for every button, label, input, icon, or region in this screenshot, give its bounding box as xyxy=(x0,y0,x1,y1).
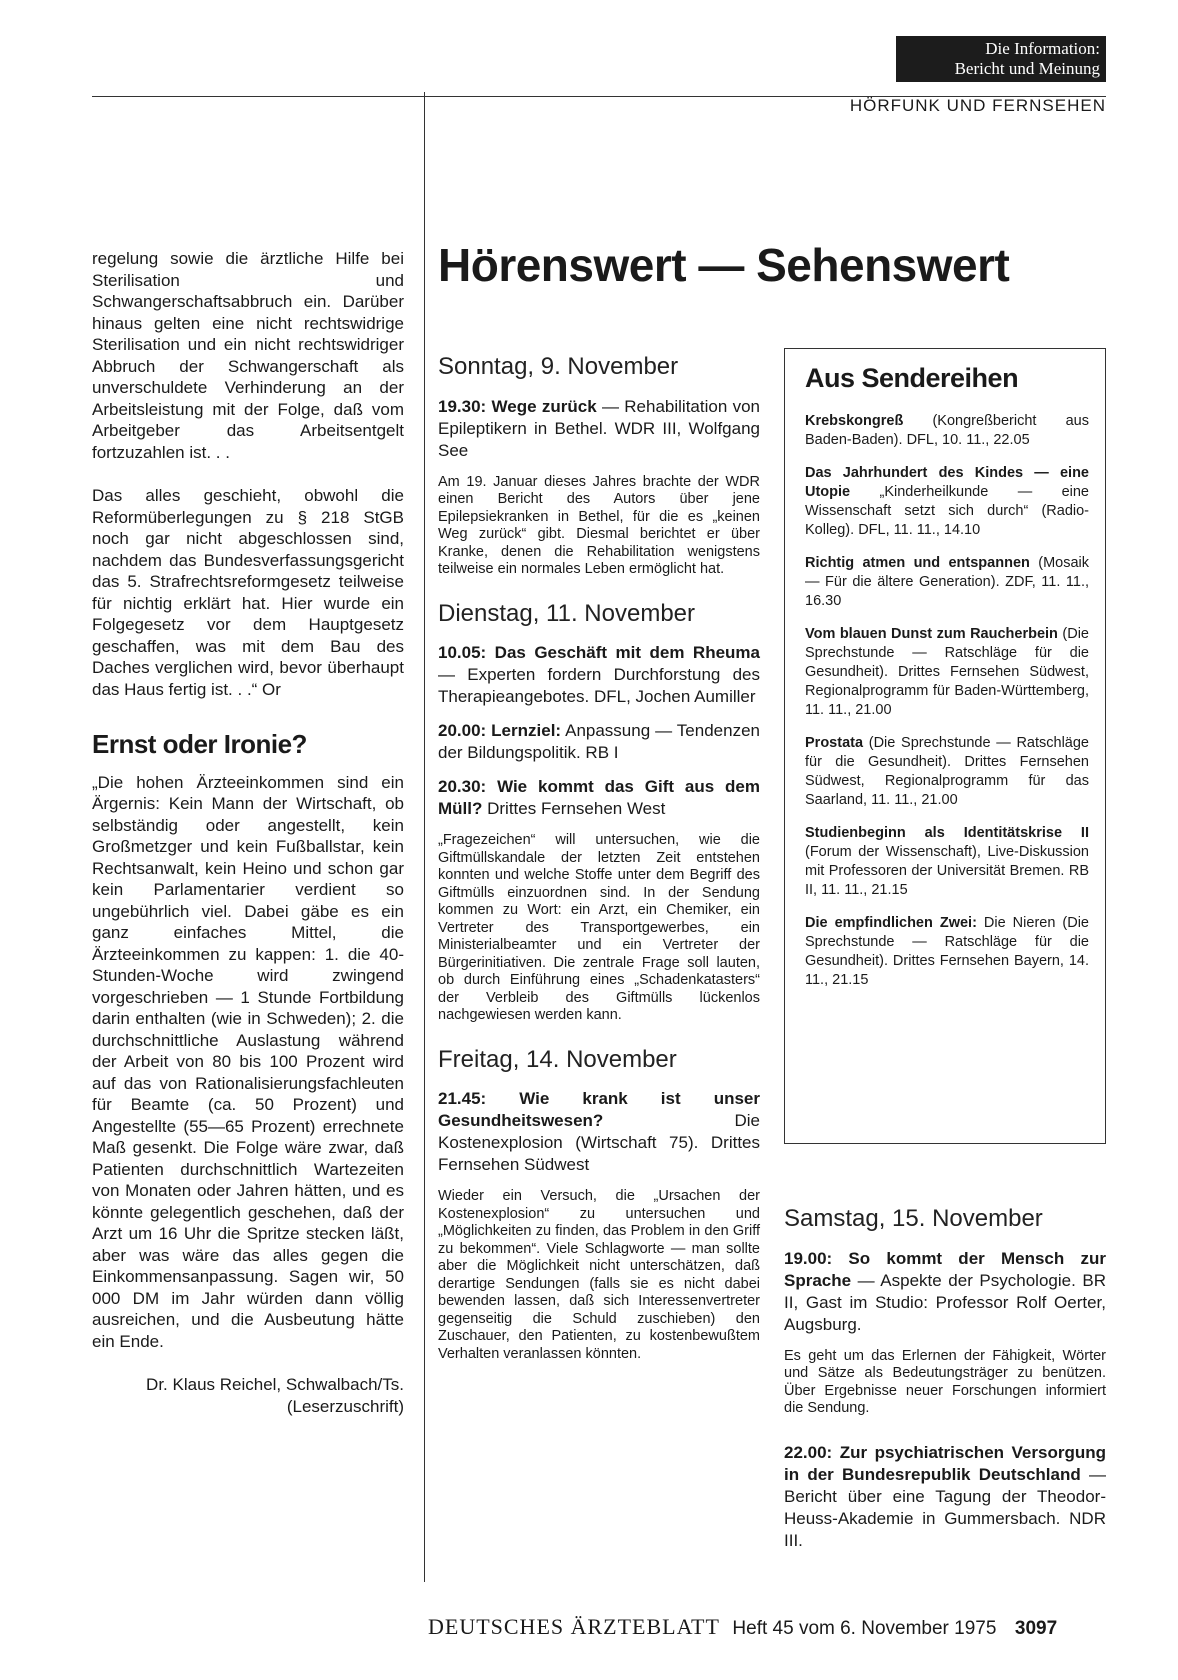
program-text: Drittes Fernsehen West xyxy=(482,799,666,818)
program-item xyxy=(784,1442,1106,1552)
entry-text: (Mosaik — Für die ältere Generation). ZDF, 11. 11., 16.30 xyxy=(805,555,1089,609)
program-text: — Rehabilitation von Epileptikern in Bethel. WDR III, Wolfgang See xyxy=(438,396,761,460)
series-entry xyxy=(805,412,1089,450)
program-item xyxy=(438,776,760,820)
series-entry xyxy=(805,625,1089,720)
article-heading: Ernst oder Ironie? xyxy=(92,729,307,759)
entry-title: Vom blauen Dunst zum Raucherbein xyxy=(805,626,1058,642)
page-number: 3097 xyxy=(1014,1618,1058,1639)
program-description: „Fragezeichen“ will untersuchen, wie die Giftmüllskandale der letzten Zeit entstehen konnten und welche Stoffe unter dem Begriff des Giftmülls einzuordnen sind. In der Sendung kommen zu Wort: ein Arzt, ein Chemiker, ein Vertreter des Transportgewerbes, ein Ministerialbeamter und ein Vertreter der Bürgerinitiativen. Die zentrale Frage soll lauten, ob durch Einführung eines „Schadenkatasters“ der Verbleib des Giftmülls lückenlos nachgewiesen werden kann. xyxy=(438,832,760,1023)
entry-title: Richtig atmen und entspannen xyxy=(805,555,1030,571)
program-title: 19.00: So kommt der Mensch zur Sprache xyxy=(784,1248,1106,1290)
entry-title: Prostata xyxy=(805,735,864,751)
program-item xyxy=(438,1088,760,1176)
entry-title: Die empfindlichen Zwei: xyxy=(805,915,977,931)
entry-title: Krebskongreß xyxy=(805,413,904,429)
letter-paragraph-2: Das alles geschieht, obwohl die Reformüberlegungen zu § 218 StGB noch gar nicht abgeschlossen sind, nachdem das Bundesverfassungsgericht das 5. Strafrechtsreformgesetz teilweise für nichtig erklärt hat. Hier wurde ein Folgegesetz vor dem Hauptgesetz geschaffen, was mit dem Bau des Daches verglichen wird, bevor überhaupt das Haus fertig ist. . .“ Or xyxy=(92,486,404,699)
series-entry xyxy=(805,914,1089,990)
program-text: Die Kostenexplosion (Wirtschaft 75). Drittes Fernsehen Südwest xyxy=(438,1111,760,1174)
column-divider xyxy=(424,92,425,1582)
entry-text: Die Nieren (Die Sprechstunde — Ratschläge für die Gesundheit). Drittes Fernsehen Bayern, 14. 11., 21.15 xyxy=(805,915,1089,988)
program-title: 21.45: Wie krank ist unser Gesundheitswesen? xyxy=(438,1089,760,1130)
letter-paragraph-3: „Die hohen Ärzteeinkommen sind ein Ärgernis: Kein Mann der Wirtschaft, ob selbständig oder angestellt, kein Großmetzger und kein Fußballstar, kein Rechtsanwalt, kein Heino und schon gar kein Parlamentarier verdient so ungebührlich viel. Dabei gäbe es ein ganz einfaches Mittel, die Ärzteeinkommen zu kappen: 1. die 40-Stunden-Woche wird zwingend vorgeschrieben — 1 Stunde Fortbildung darin enthalten (wie in Schweden); 2. die durchschnittliche Auslastung während der Arbeit von 80 bis 100 Prozent wird auf das von Rationalisierungsfachleuten für Beamte (ca. 50 Prozent) und Angestellte (55—65 Prozent) errechnete Maß gesenkt. Die Folge wäre zwar, daß Patienten durchschnittlich Wartezeiten von Monaten oder Jahren hätten, und es könnte gelegentlich geschehen, daß der Arzt um 16 Uhr die Spritze stecken läßt, aber was wäre das alles gegen die Einkommensanpassung. Sagen wir, 50 000 DM im Jahr würden dann völlig ausreichen, und die Ausbeutung hätte ein Ende. xyxy=(92,772,404,1351)
program-description: Es geht um das Erlernen der Fähigkeit, Wörter und Sätze als Bedeutungsträger zu benützen. Über Ergebnisse neuer Forschungen informiert die Sendung. xyxy=(784,1347,1106,1416)
program-title: 20.30: Wie kommt das Gift aus dem Müll? xyxy=(438,777,760,818)
program-item xyxy=(438,720,760,764)
issue-info: Heft 45 vom 6. November 1975 xyxy=(732,1618,997,1639)
day-heading-friday: Freitag, 14. November xyxy=(438,1045,677,1073)
program-item xyxy=(784,1248,1106,1336)
program-text: — Aspekte der Psychologie. BR II, Gast im Studio: Professor Rolf Oerter, Augsburg. xyxy=(784,1270,1106,1334)
day-heading-tuesday: Dienstag, 11. November xyxy=(438,599,696,627)
entry-text: (Die Sprechstunde — Ratschläge für die Gesundheit). Drittes Fernsehen Südwest, Regionalprogramm für das Saarland, 11. 11., 21.00 xyxy=(805,735,1089,808)
section-badge xyxy=(896,36,1106,82)
program-title: 19.30: Wege zurück xyxy=(438,396,597,416)
entry-text: (Die Sprechstunde — Ratschläge für die Gesundheit). Drittes Fernsehen Südwest, Regionalprogramm für Baden-Württemberg, 11. 11., 21.00 xyxy=(805,626,1089,718)
box-title: Aus Sendereihen xyxy=(805,363,1019,393)
signature-author: Dr. Klaus Reichel, Schwalbach/Ts. xyxy=(146,1375,404,1394)
series-entry xyxy=(805,824,1089,900)
page-footer xyxy=(428,1614,1108,1640)
badge-line-2: Bericht und Meinung xyxy=(954,59,1100,78)
badge-line-1: Die Information: xyxy=(985,39,1100,58)
day-heading-saturday: Samstag, 15. November xyxy=(784,1205,1043,1232)
program-title: 10.05: Das Geschäft mit dem Rheuma xyxy=(438,643,760,662)
signature-source: (Leserzuschrift) xyxy=(286,1396,404,1416)
left-column xyxy=(92,248,404,1417)
entry-text: (Kongreßbericht aus Baden-Baden). DFL, 10. 11., 22.05 xyxy=(805,413,1089,448)
entry-text: „Kinderheilkunde — eine Wissenschaft setzt sich durch“ (Radio-Kolleg). DFL, 11. 11., 14.10 xyxy=(805,484,1089,538)
program-description: Am 19. Januar dieses Jahres brachte der WDR einen Bericht des Autors über jene Epilepsiekranken in Bethel, für die es „keinen Weg zurück“ gibt. Diesmal berichtet er über Kranke, denen die Rehabilitation wenigstens teilweise ein normales Leben ermöglicht hat. xyxy=(438,473,760,577)
program-item xyxy=(438,642,760,708)
program-text: — Bericht über eine Tagung der Theodor-Heuss-Akademie in Gummersbach. NDR III. xyxy=(784,1464,1106,1550)
right-column xyxy=(784,1205,1106,1564)
page-title: Hörenswert — Sehenswert xyxy=(438,239,1010,291)
series-entry xyxy=(805,734,1089,810)
entry-title: Studienbeginn als Identitätskrise II xyxy=(805,825,1089,841)
entry-title: Das Jahrhundert des Kindes — eine Utopie xyxy=(805,465,1089,500)
program-description: Wieder ein Versuch, die „Ursachen der Kostenexplosion“ zu untersuchen und „Möglichkeiten zu finden, das Problem in den Griff zu bekommen“. Viele Schlagworte — man sollte aber die Möglichkeit nicht unterschätzen, daß derartige Sendungen (falls sie es nicht dabei bewenden lassen, daß sich Interessenvertreter gegenseitig die Schuld zuschieben) den Zuschauer, den Patienten, zu kostenbewußtem Verhalten veranlassen könnten. xyxy=(438,1188,760,1362)
day-heading-sunday: Sonntag, 9. November xyxy=(438,353,679,380)
entry-text: (Forum der Wissenschaft), Live-Diskussion mit Professoren der Universität Bremen. RB II, 11. 11., 21.15 xyxy=(805,844,1089,898)
program-text: Anpassung — Tendenzen der Bildungspolitik. RB I xyxy=(438,721,760,762)
middle-column xyxy=(438,353,761,1387)
program-item xyxy=(438,396,760,462)
letter-paragraph-1: regelung sowie die ärztliche Hilfe bei Sterilisation und Schwangerschaftsabbruch ein. Darüber hinaus gelten eine nicht rechtswidrige Sterilisation und ein nicht rechtswidriger Abbruch der Schwangerschaft als unverschuldete Verhinderung an der Arbeitsleistung mit der Folge, daß vom Arbeitgeber das Arbeitsentgelt fortzuzahlen ist. . . xyxy=(92,249,404,462)
program-text: — Experten fordern Durchforstung des Therapieangebotes. DFL, Jochen Aumiller xyxy=(438,665,760,706)
series-entry xyxy=(805,464,1089,540)
program-title: 20.00: Lernziel: xyxy=(438,721,562,740)
letter-signature xyxy=(92,1374,404,1417)
journal-name: DEUTSCHES ÄRZTEBLATT xyxy=(428,1614,720,1639)
series-entry xyxy=(805,554,1089,611)
section-heading: HÖRFUNK UND FERNSEHEN xyxy=(849,96,1106,115)
program-title: 22.00: Zur psychiatrischen Versorgung in der Bundesrepublik Deutschland xyxy=(784,1442,1106,1484)
series-box xyxy=(784,348,1106,1144)
